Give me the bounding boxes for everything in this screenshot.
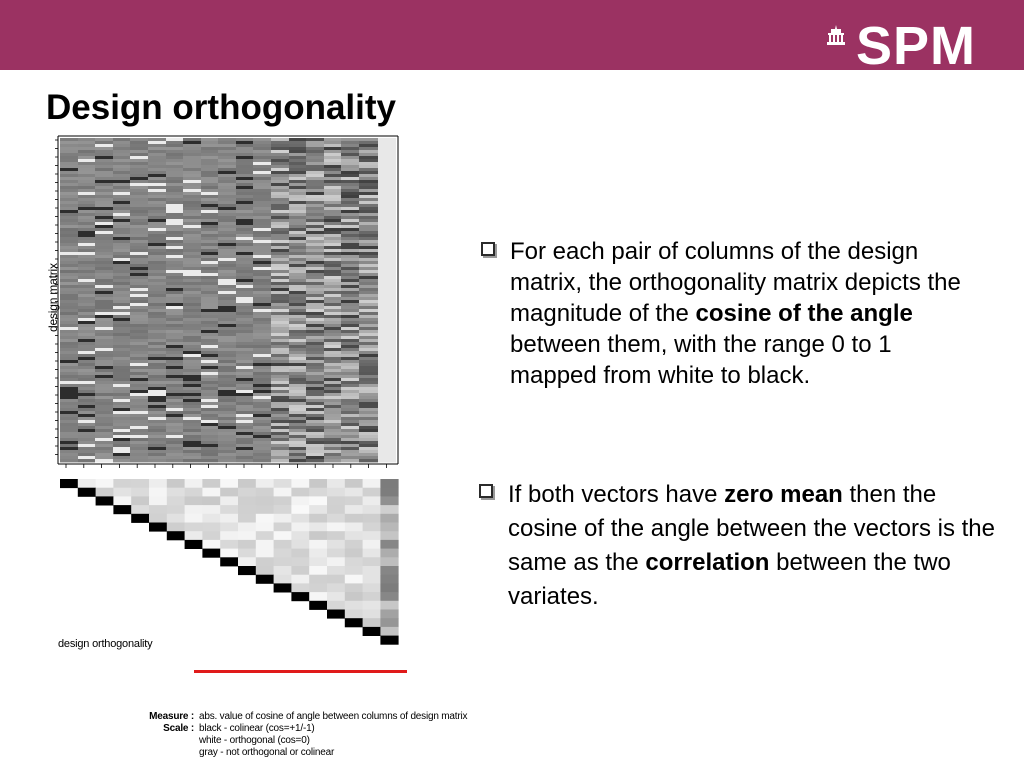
checkbox-bullet-icon [479, 484, 493, 498]
legend-scale-key: Scale : [163, 723, 194, 734]
spm-logo [826, 16, 977, 76]
design-matrix-column [166, 138, 183, 462]
legend-measure-key: Measure : [149, 711, 194, 722]
design-matrix-column [378, 138, 396, 462]
legend-scale-black: black - colinear (cos=+1/-1) [199, 723, 315, 734]
design-matrix-column [201, 138, 218, 462]
legend-measure-value: abs. value of cosine of angle between columns of design matrix [199, 711, 468, 722]
design-matrix-axis-label: design matrix [46, 263, 60, 332]
legend-scale-row-white [148, 735, 467, 747]
slide-title: Design orthogonality [46, 88, 396, 127]
legend-scale-gray: gray - not orthogonal or colinear [199, 747, 335, 758]
design-matrix-column [324, 138, 341, 462]
design-matrix-column [113, 138, 130, 462]
bullet-cosine-angle [481, 236, 971, 391]
design-matrix-column [148, 138, 166, 462]
design-matrix-column [306, 138, 324, 462]
design-matrix-column [289, 138, 306, 462]
design-matrix-column [341, 138, 359, 462]
design-matrix-column [60, 138, 78, 462]
bullet-cosine-text: For each pair of columns of the design matrix, the orthogonality matrix depicts the magnitude of the cosine of the angle between them, with the range 0 to 1 mapped from white to black. [510, 238, 961, 389]
design-matrix-column [218, 138, 236, 462]
design-matrix-column [359, 138, 378, 462]
bullet-zero-mean [479, 478, 1009, 614]
design-matrix-column [236, 138, 253, 462]
orthogonality-matrix-image [60, 479, 399, 645]
design-matrix-axes [55, 136, 398, 468]
orthogonality-caption: design orthogonality [58, 638, 153, 650]
design-matrix-column [130, 138, 148, 462]
design-matrix-column [253, 138, 271, 462]
legend-measure-row [148, 711, 467, 723]
legend-scale-white: white - orthogonal (cos=0) [199, 735, 310, 746]
legend-scale-row-gray [148, 747, 467, 759]
design-matrix-image [60, 138, 396, 462]
building-icon [826, 25, 846, 45]
legend-scale-row [148, 723, 467, 735]
design-matrix-column [183, 138, 201, 462]
design-matrix-column [78, 138, 95, 462]
design-matrix-column [271, 138, 289, 462]
bullet-zero-mean-text: If both vectors have zero mean then the cosine of the angle between the vectors is the same as the correlation between the two variates. [508, 481, 995, 610]
design-matrix-column [95, 138, 113, 462]
checkbox-bullet-icon [481, 242, 495, 256]
logo-text: SPM [856, 16, 977, 76]
scale-legend [148, 711, 467, 759]
accent-underline [194, 670, 407, 673]
